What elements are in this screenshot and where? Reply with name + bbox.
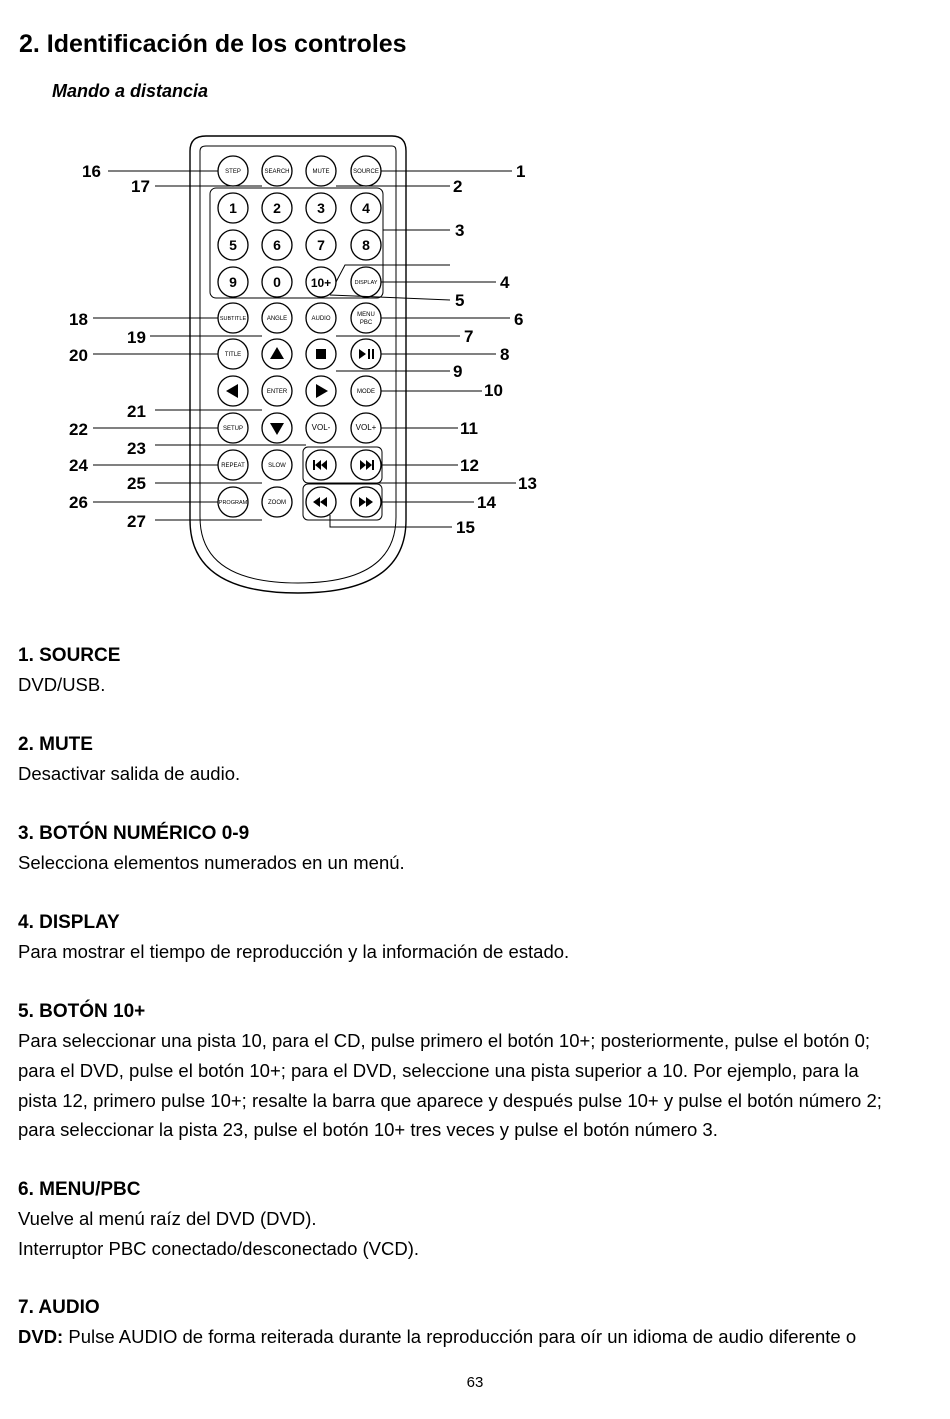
callout-5: 5 [455,291,465,310]
section-text: Para mostrar el tiempo de reproducción y la información de estado. [18,941,570,962]
mute-button[interactable] [306,156,336,186]
svg-text:VOL-: VOL- [311,423,331,432]
section-text: DVD/USB. [18,674,106,695]
section-title: 1. SOURCE [18,645,121,666]
svg-text:DISPLAY: DISPLAY [354,280,378,286]
callout-18: 18 [69,310,88,329]
page-subheading: Mando a distancia [52,81,209,101]
subtitle-button[interactable] [218,303,248,333]
section-text: Vuelve al menú raíz del DVD (DVD). [18,1208,317,1229]
svg-text:STEP: STEP [225,169,241,175]
callout-20: 20 [69,346,88,365]
callout-22: 22 [69,420,88,439]
menu-pbc-button[interactable] [351,303,381,333]
svg-text:SEARCH: SEARCH [264,169,290,175]
svg-text:10+: 10+ [310,276,332,290]
svg-text:SLOW: SLOW [268,463,286,469]
number-4-button[interactable] [351,193,381,223]
callout-12: 12 [460,456,479,475]
section-text [18,1322,943,1352]
svg-text:ANGLE: ANGLE [266,316,288,322]
callout-19: 19 [127,328,146,347]
section-source [18,641,943,700]
callout-10: 10 [484,381,503,400]
rewind-button[interactable] [306,487,336,517]
section-lead: DVD: [18,1326,64,1347]
svg-text:MENU: MENU [357,312,375,318]
audio-button[interactable] [306,303,336,333]
svg-text:ZOOM: ZOOM [268,500,286,506]
callout-9: 9 [453,362,463,381]
down-arrow-button[interactable] [262,413,292,443]
section-text: Selecciona elementos numerados en un menú. [18,852,405,873]
svg-text:MODE: MODE [357,389,375,395]
callout-15: 15 [456,518,475,537]
remote-control-diagram [0,125,950,595]
section-mute [18,730,943,789]
stop-icon [316,349,326,359]
section-numeric-buttons [18,819,943,878]
svg-text:SETUP: SETUP [222,426,244,432]
number-2-button[interactable] [262,193,292,223]
svg-text:MUTE: MUTE [312,169,330,175]
section-text: Interruptor PBC conectado/desconectado (VCD). [18,1237,420,1259]
callout-1: 1 [516,162,526,181]
right-arrow-button[interactable] [306,376,336,406]
svg-text:PBC: PBC [359,320,373,326]
callout-27: 27 [127,512,146,531]
svg-text:0: 0 [273,274,281,290]
play-pause-button[interactable] [351,339,381,369]
callout-13: 13 [518,474,537,493]
title-button[interactable] [218,339,248,369]
callout-26: 26 [69,493,88,512]
mode-button[interactable] [351,376,381,406]
setup-button[interactable] [218,413,248,443]
svg-text:4: 4 [362,200,370,216]
search-button[interactable] [262,156,292,186]
svg-text:AUDIO: AUDIO [311,316,331,322]
callout-3: 3 [455,221,465,240]
callout-6: 6 [514,310,524,329]
program-button[interactable] [218,487,248,517]
page-number: 63 [466,1374,484,1391]
callout-21: 21 [127,402,146,421]
callout-17: 17 [131,177,150,196]
callout-16: 16 [82,162,101,181]
callout-7: 7 [464,327,474,346]
svg-text:7: 7 [317,237,325,253]
svg-text:1: 1 [229,200,237,216]
section-menu-pbc [18,1175,943,1264]
svg-text:9: 9 [229,274,237,290]
section-text: pista 12, primero pulse 10+; resalte la barra que aparece y después pulse 10+ y pulse el botón número 2; [18,1089,882,1111]
callout-8: 8 [500,345,510,364]
display-button[interactable] [351,267,381,297]
slow-button[interactable] [262,450,292,480]
svg-text:3: 3 [317,200,325,216]
svg-text:6: 6 [273,237,281,253]
callout-lines [93,171,516,527]
svg-text:SOURCE: SOURCE [353,169,379,175]
repeat-button[interactable] [218,450,248,480]
section-text: para seleccionar la pista 23, pulse el botón 10+ tres veces y pulse el botón número 3. [18,1119,718,1141]
section-title: 4. DISPLAY [18,912,120,933]
enter-button[interactable] [262,376,292,406]
svg-text:TITLE: TITLE [224,352,242,358]
number-5-button[interactable] [218,230,248,260]
section-ten-plus [18,997,943,1145]
callout-23: 23 [127,439,146,458]
step-button[interactable] [218,156,248,186]
number-0-button[interactable] [262,267,292,297]
stop-button[interactable] [306,339,336,369]
number-7-button[interactable] [306,230,336,260]
section-text: Para seleccionar una pista 10, para el CD, pulse primero el botón 10+; posteriormente, pulse el botón 0; [18,1030,871,1051]
number-6-button[interactable] [262,230,292,260]
left-arrow-button[interactable] [218,376,248,406]
section-title: 2. MUTE [18,734,93,755]
section-title: 3. BOTÓN NUMÉRICO 0-9 [18,823,250,844]
next-button[interactable] [351,450,381,480]
callout-4: 4 [500,273,510,292]
section-text: para el DVD, pulse el botón 10+; para el DVD, seleccione una pista superior a 10. Por ejemplo, para la [18,1059,859,1081]
callout-11: 11 [460,419,478,438]
svg-text:PROGRAM: PROGRAM [218,500,248,506]
section-audio [18,1293,943,1352]
svg-text:ENTER: ENTER [266,389,288,395]
vol-minus-button[interactable] [306,413,336,443]
section-title: 5. BOTÓN 10+ [18,1001,146,1022]
section-title: 6. MENU/PBC [18,1179,141,1200]
ten-plus-button[interactable] [306,267,336,297]
svg-text:VOL+: VOL+ [355,423,377,432]
svg-text:8: 8 [362,237,370,253]
number-9-button[interactable] [218,267,248,297]
up-arrow-button[interactable] [262,339,292,369]
callout-2: 2 [453,177,463,196]
previous-button[interactable] [306,450,336,480]
zoom-button[interactable] [262,487,292,517]
svg-text:SUBTITLE: SUBTITLE [219,316,247,322]
vol-plus-button[interactable] [351,413,381,443]
fast-forward-button[interactable] [351,487,381,517]
callout-25: 25 [127,474,146,493]
number-1-button[interactable] [218,193,248,223]
svg-text:2: 2 [273,200,281,216]
section-text-rest: Pulse AUDIO de forma reiterada durante la reproducción para oír un idioma de audio diferente o [63,1326,857,1347]
number-8-button[interactable] [351,230,381,260]
source-button[interactable] [351,156,381,186]
angle-button[interactable] [262,303,292,333]
callout-14: 14 [477,493,496,512]
svg-text:5: 5 [229,237,237,253]
section-title: 7. AUDIO [18,1297,100,1318]
section-display [18,908,943,967]
section-text: Desactivar salida de audio. [18,763,241,784]
svg-text:REPEAT: REPEAT [221,463,245,469]
number-3-button[interactable] [306,193,336,223]
page-heading: 2. Identificación de los controles [19,30,407,58]
callout-24: 24 [69,456,88,475]
